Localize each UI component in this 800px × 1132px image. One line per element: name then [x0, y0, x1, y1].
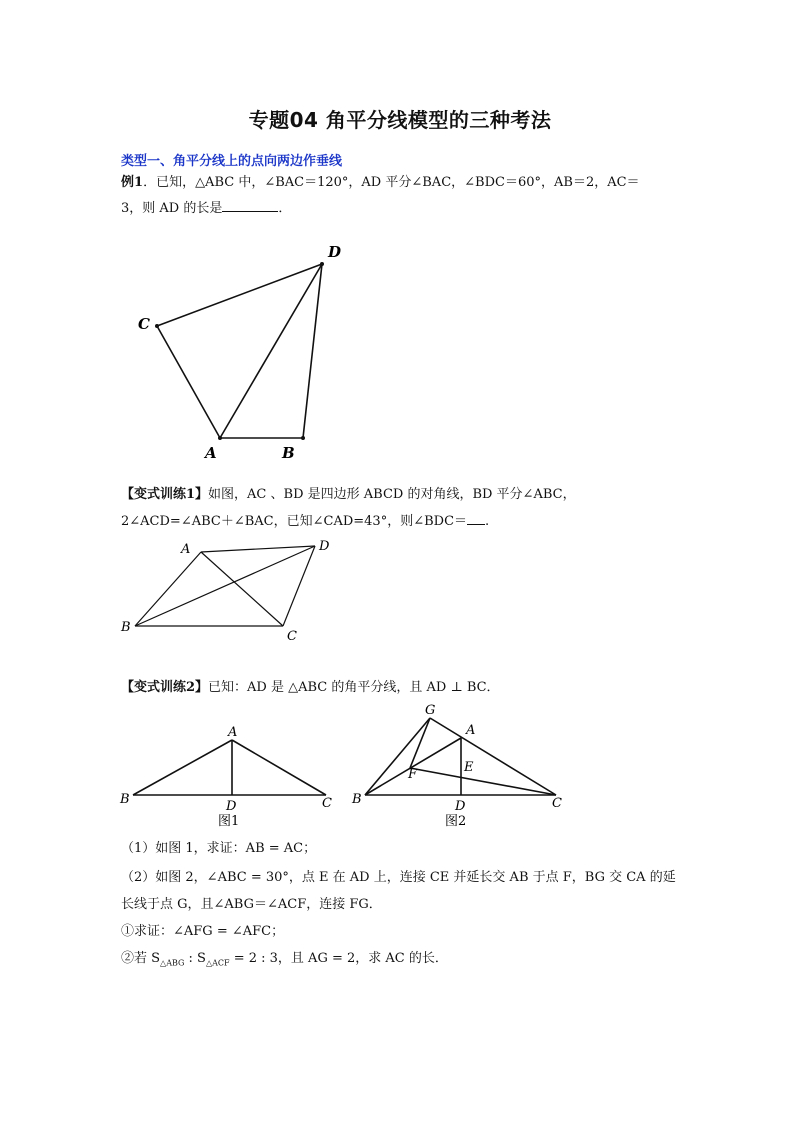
example1-text2: 3，则 AD 的长是 — [121, 201, 223, 216]
variant2-q2-part-ii — [121, 950, 448, 973]
variant2-q1: （1）如图 1，求证：AB = AC； — [121, 841, 317, 856]
fig1-label-D: D — [328, 243, 342, 261]
example1-text2-end: ． — [278, 201, 292, 216]
example1-number: 1 — [134, 175, 144, 190]
fig1-label-C: C — [138, 315, 150, 333]
q2-ii-text-b: = 2 : 3，且 AG = 2，求 AC 的长． — [229, 951, 448, 966]
fig4-label-D: D — [455, 799, 466, 814]
q2-ii-sub1: △ABG — [160, 958, 185, 968]
variant2-q2-line2: 长线于点 G，且∠ABG＝∠ACF，连接 FG． — [121, 897, 382, 912]
variant1-text2: 2∠ACD=∠ABC＋∠BAC，已知∠CAD=43°，则∠BDC＝ — [121, 514, 468, 529]
variant1-text1: 如图，AC 、BD 是四边形 ABCD 的对角线，BD 平分∠ABC， — [208, 487, 576, 502]
example1-label: 例 — [121, 175, 135, 190]
variant1-text2-end: . — [485, 514, 490, 529]
fig3-label-C: C — [322, 796, 332, 811]
fig3-label-D: D — [226, 799, 237, 814]
page-title: 专题04 角平分线模型的三种考法 — [248, 108, 552, 132]
fig3-label-B: B — [120, 792, 130, 807]
fig2-label-B: B — [121, 620, 131, 635]
fig4-caption: 图2 — [445, 814, 467, 829]
section-heading-type1: 类型一、角平分线上的点向两边作垂线 — [121, 154, 343, 169]
variant2-label: 【变式训练2】 — [121, 680, 209, 695]
fig4-label-E: E — [464, 760, 474, 775]
q2-ii-text-a: ②若 S — [121, 951, 161, 966]
variant2-q2-line1: （2）如图 2，∠ABC = 30°，点 E 在 AD 上，连接 CE 并延长交 AB 于点 F，BG 交 CA 的延 — [121, 870, 676, 885]
fig4-label-A: A — [466, 723, 476, 738]
fig3-caption: 图1 — [218, 814, 240, 829]
q2-ii-sub2: △ACF — [205, 958, 230, 968]
fig2-label-D: D — [319, 539, 330, 554]
fig1-label-B: B — [282, 444, 295, 462]
q2-ii-mid: : S — [184, 951, 206, 966]
fig2-label-C: C — [287, 629, 297, 644]
fig4-label-B: B — [352, 792, 362, 807]
fig4-label-F: F — [408, 767, 418, 782]
fig2-label-A: A — [181, 542, 191, 557]
variant1-label: 【变式训练1】 — [121, 487, 209, 502]
variant2-intro-text: 已知：AD 是 △ABC 的角平分线，且 AD ⊥ BC． — [208, 680, 500, 695]
fig1-label-A: A — [205, 444, 217, 462]
fig3-label-A: A — [228, 725, 238, 740]
variant2-q2-part-i: ①求证：∠AFG = ∠AFC； — [121, 924, 285, 939]
fig4-label-G: G — [425, 703, 436, 718]
example1-text1: ．已知，△ABC 中，∠BAC＝120°，AD 平分∠BAC，∠BDC＝60°，AB＝2，AC＝ — [143, 175, 640, 190]
fig4-label-C: C — [552, 796, 562, 811]
